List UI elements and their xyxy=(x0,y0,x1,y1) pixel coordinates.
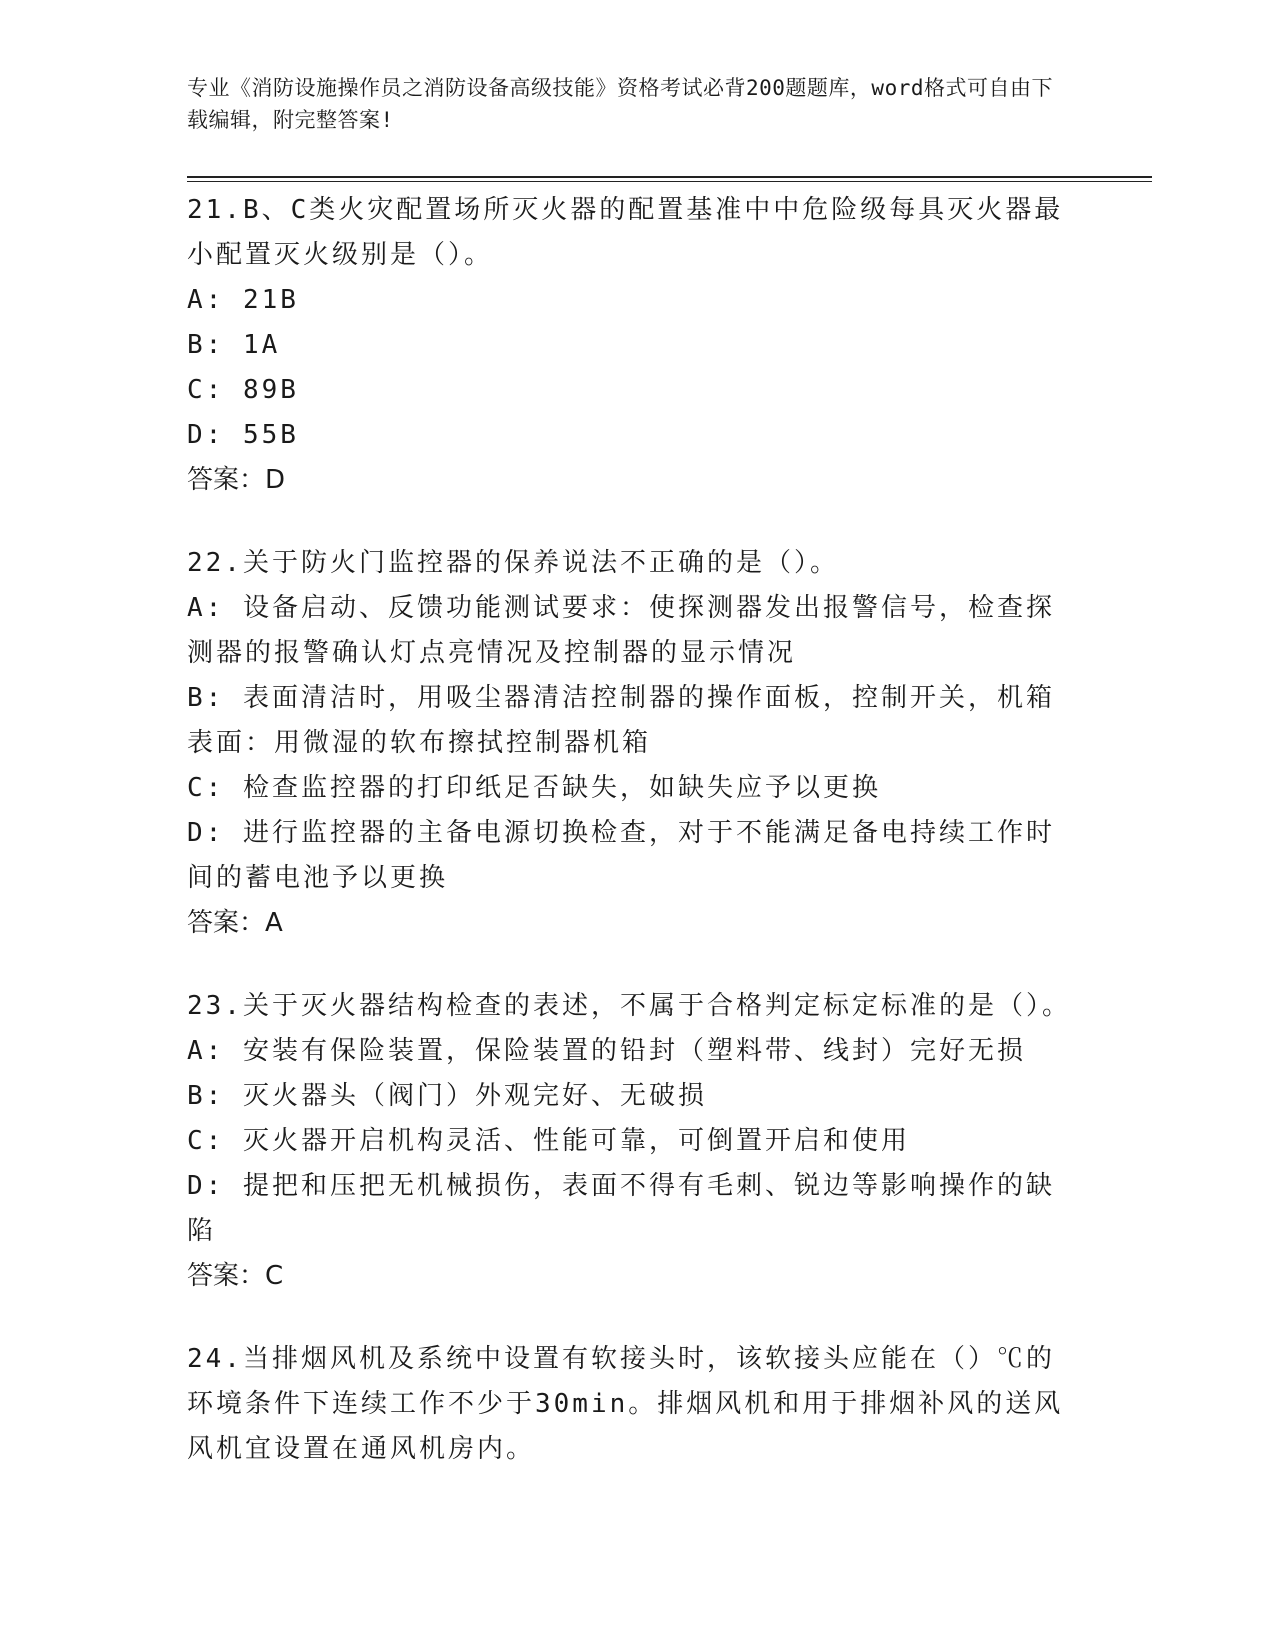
question-23 xyxy=(187,984,1072,1299)
option-d: D: 55B xyxy=(187,420,299,450)
answer: 答案：A xyxy=(187,908,283,938)
question-text: 21.B、C类火灾配置场所灭火器的配置基准中中危险级每具灭火器最小配置灭火级别是（）。 xyxy=(187,195,1064,270)
option-a: A: 设备启动、反馈功能测试要求：使探测器发出报警信号，检查探测器的报警确认灯点亮情况及控制器的显示情况 xyxy=(187,593,1055,668)
option-c: C: 灭火器开启机构灵活、性能可靠，可倒置开启和使用 xyxy=(187,1126,910,1156)
option-a: A: 21B xyxy=(187,285,299,315)
option-c: C: 89B xyxy=(187,375,299,405)
question-text: 24.当排烟风机及系统中设置有软接头时，该软接头应能在（）℃的环境条件下连续工作不少于30min。排烟风机和用于排烟补风的送风风机宜设置在通风机房内。 xyxy=(187,1344,1064,1464)
answer: 答案：D xyxy=(187,465,286,495)
question-text: 23.关于灭火器结构检查的表述，不属于合格判定标定标准的是（）。 xyxy=(187,991,1071,1021)
question-list xyxy=(187,188,1072,1510)
question-text: 22.关于防火门监控器的保养说法不正确的是（）。 xyxy=(187,548,839,578)
option-b: B: 灭火器头（阀门）外观完好、无破损 xyxy=(187,1081,707,1111)
header-divider-thin xyxy=(187,181,1152,182)
question-21 xyxy=(187,188,1072,503)
option-d: D: 提把和压把无机械损伤，表面不得有毛刺、锐边等影响操作的缺陷 xyxy=(187,1171,1055,1246)
option-a: A: 安装有保险装置，保险装置的铅封（塑料带、线封）完好无损 xyxy=(187,1036,1026,1066)
question-22 xyxy=(187,541,1072,946)
question-24 xyxy=(187,1337,1072,1472)
answer: 答案：C xyxy=(187,1261,284,1291)
document-header: 专业《消防设施操作员之消防设备高级技能》资格考试必背200题题库，word格式可自由下载编辑，附完整答案! xyxy=(187,76,1053,132)
header-divider-thick xyxy=(187,176,1152,178)
option-d: D: 进行监控器的主备电源切换检查，对于不能满足备电持续工作时间的蓄电池予以更换 xyxy=(187,818,1055,893)
option-b: B: 1A xyxy=(187,330,281,360)
option-b: B: 表面清洁时，用吸尘器清洁控制器的操作面板，控制开关，机箱表面：用微湿的软布擦拭控制器机箱 xyxy=(187,683,1055,758)
option-c: C: 检查监控器的打印纸足否缺失，如缺失应予以更换 xyxy=(187,773,881,803)
